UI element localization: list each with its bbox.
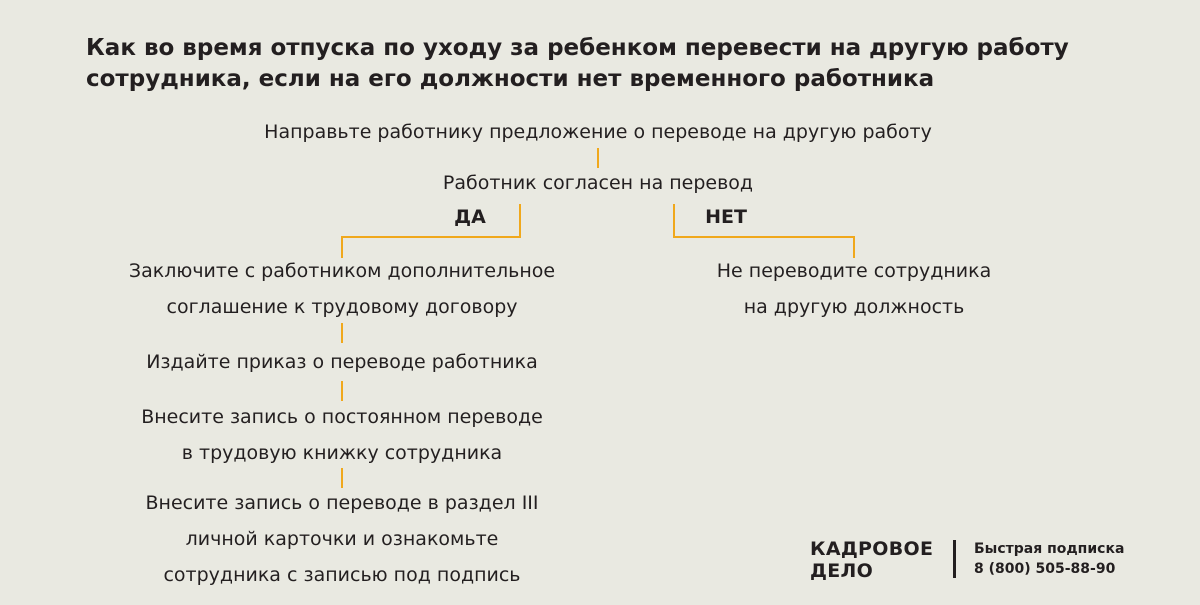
subscription-label: Быстрая подписка bbox=[974, 541, 1125, 557]
step-agreement-line-2: соглашение к трудовому договору bbox=[166, 296, 518, 318]
brand-line-1: КАДРОВОЕ bbox=[810, 538, 934, 560]
step-keep bbox=[654, 253, 1054, 325]
step-order-text: Издайте приказ о переводе работника bbox=[146, 351, 538, 373]
title-line-2: сотрудника, если на его должности нет временного работника bbox=[86, 66, 935, 92]
step-offer bbox=[198, 114, 998, 150]
step-agreement-line-1: Заключите с работником дополнительное bbox=[128, 260, 556, 282]
step-agree bbox=[298, 165, 898, 201]
subscription-contact bbox=[974, 539, 1124, 579]
step-workbook-line-1: Внесите запись о постоянном переводе bbox=[141, 406, 543, 428]
title-line-1: Как во время отпуска по уходу за ребенком перевести на другую работу bbox=[86, 35, 1069, 61]
subscription-phone: 8 (800) 505-88-90 bbox=[974, 561, 1116, 577]
step-agree-text: Работник согласен на перевод bbox=[442, 172, 754, 194]
step-card bbox=[92, 485, 592, 593]
step-workbook-line-2: в трудовую книжку сотрудника bbox=[181, 442, 503, 464]
brand-line-2: ДЕЛО bbox=[810, 560, 874, 582]
step-keep-line-2: на другую должность bbox=[743, 296, 965, 318]
branch-no-label: НЕТ bbox=[705, 206, 747, 228]
footer-divider bbox=[953, 540, 956, 578]
step-agreement bbox=[92, 253, 592, 325]
step-keep-line-1: Не переводите сотрудника bbox=[716, 260, 992, 282]
step-card-line-1: Внесите запись о переводе в раздел III bbox=[145, 492, 539, 514]
branch-yes-label: ДА bbox=[454, 206, 486, 228]
step-card-line-3: сотрудника с записью под подпись bbox=[163, 564, 521, 586]
brand-logo bbox=[810, 538, 933, 582]
step-order bbox=[92, 344, 592, 380]
step-workbook bbox=[92, 399, 592, 471]
step-card-line-2: личной карточки и ознакомьте bbox=[185, 528, 499, 550]
step-offer-text: Направьте работнику предложение о переводе на другую работу bbox=[264, 121, 932, 143]
